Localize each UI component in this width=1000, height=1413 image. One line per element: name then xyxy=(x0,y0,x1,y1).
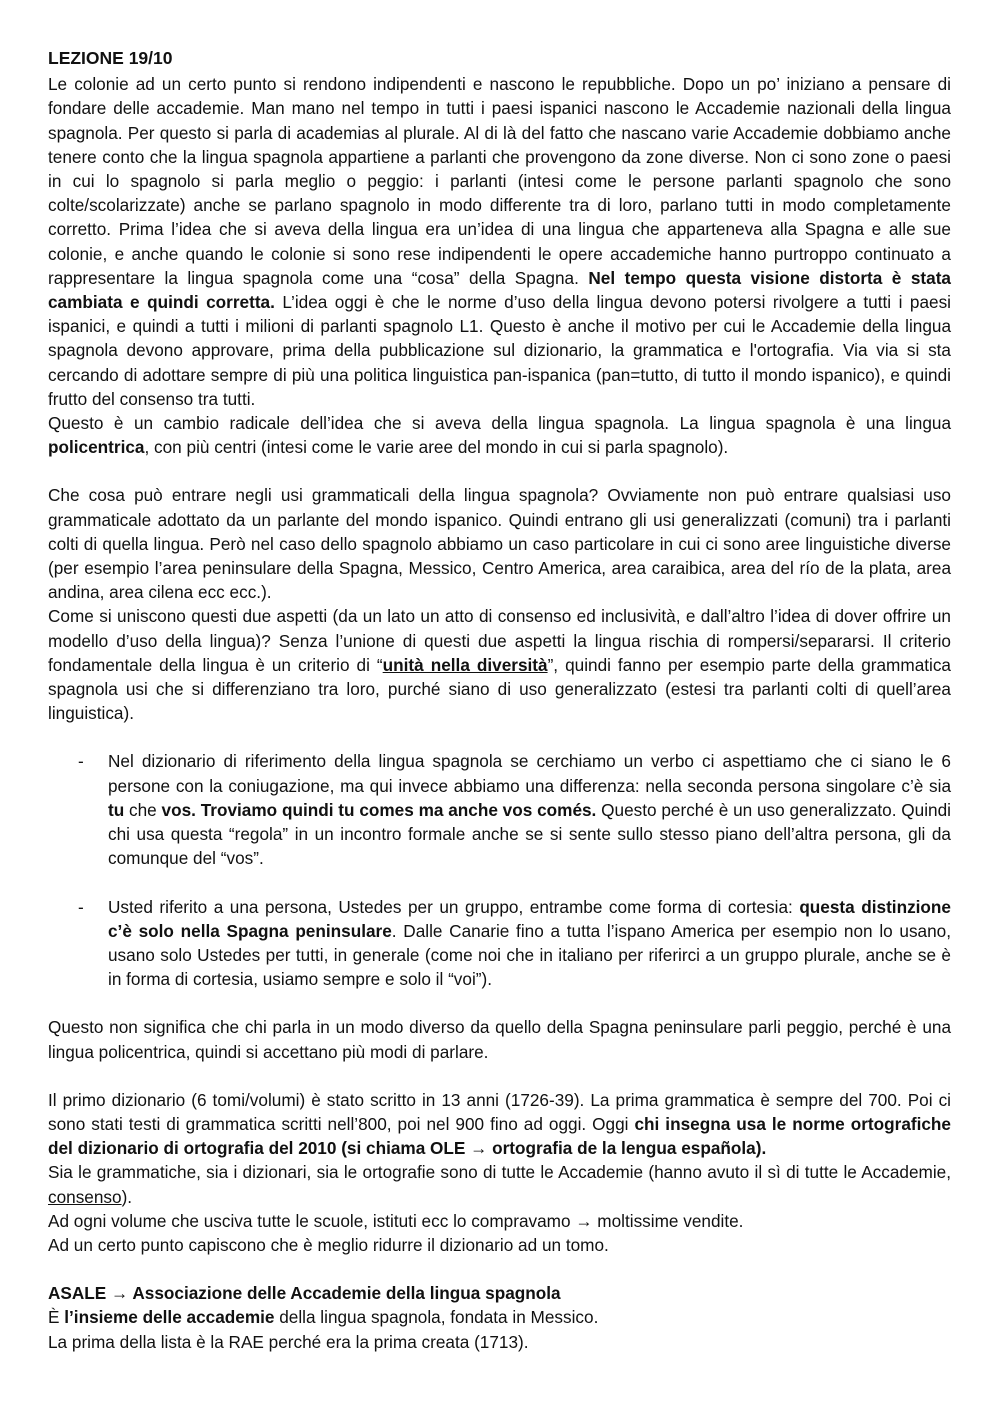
spacer xyxy=(48,991,951,1015)
underlined-text: consenso xyxy=(48,1186,122,1207)
bold-text: tu xyxy=(108,799,125,820)
paragraph-vendite: Ad ogni volume che usciva tutte le scuole, istituti ecc lo compravamo → moltissime vendite. xyxy=(48,1210,744,1231)
asale-heading xyxy=(48,1281,951,1305)
text-run: che xyxy=(124,799,162,820)
spacer xyxy=(48,725,951,749)
paragraph-accademie-consenso xyxy=(48,1160,951,1208)
spacer xyxy=(48,1257,951,1281)
spacer xyxy=(48,459,951,483)
text-run: Questo è un cambio radicale dell’idea che si aveva della lingua spagnola. La lingua spagnola è una lingua xyxy=(48,413,951,434)
text-run: Nel dizionario di riferimento della lingua spagnola se cerchiamo un verbo ci aspettiamo che ci siano le 6 persone con la coniugazione, ma qui invece abbiamo una differenza: nella seconda persona singolare c’è sia xyxy=(108,751,951,796)
bold-underlined-text: unità nella diversità xyxy=(382,654,548,675)
text-run: ”, quindi fanno per esempio parte della grammatica spagnola usi che si differenziano tra loro, purché siano di uso generalizzato (estesi tra parlanti colti di quell’area linguistica). xyxy=(48,654,951,724)
paragraph-cambio-radicale xyxy=(48,411,951,459)
text-run: , con più centri (intesi come le varie aree del mondo in cui si parla spagnolo). xyxy=(144,437,729,458)
text-run: L’idea oggi è che le norme d’uso della lingua devono potersi rivolgere a tutti i paesi ispanici, e quindi a tutti i milioni di parlanti spagnolo L1. Questo è anche il motivo per cui le Accademie della lingua spagnola devono approvare, prima della pubblicazione sul dizionario, la grammatica e l'ortografia. Via via si sta cercando di adottare sempre di più una politica linguistica pan-ispanica (pan=tutto, di tutto il mondo ispanico), e quindi frutto del consenso tra tutti. xyxy=(48,292,951,409)
paragraph-un-tomo: Ad un certo punto capiscono che è meglio ridurre il dizionario ad un tomo. xyxy=(48,1234,609,1255)
text-run: . Dalle Canarie fino a tutta l’ispano America per esempio non lo usano, usano solo Ustedes per tutti, in generale (come noi che in italiano per riferirci a un gruppo plurale, anche se è in forma di cortesia, usiamo sempre e solo il “voi”). xyxy=(108,920,952,990)
text-run: della lingua spagnola, fondata in Messico. xyxy=(274,1307,599,1328)
bold-text: questa distinzione c’è solo nella Spagna peninsulare xyxy=(108,896,951,941)
paragraph-colonie xyxy=(48,72,951,411)
text-run: Che cosa può entrare negli usi grammaticali della lingua spagnola? Ovviamente non può entrare qualsiasi uso grammaticale adottato da un parlante del mondo ispanico. Quindi entrano gli usi generalizzati (comuni) tra i parlanti colti di quella lingua. Però nel caso dello spagnolo abbiamo un caso particolare in cui ci sono aree linguistiche diverse (per esempio l’area peninsulare della Spagna, Messico, Centro America, area caraibica, area del río de la plata, area andina, area cilena ecc ecc.). xyxy=(48,485,951,603)
list-item-vos xyxy=(48,749,951,870)
bold-text: chi insegna usa le norme ortografiche del dizionario di ortografia del 2010 (si chiama OLE → ortografia de la lengua española). xyxy=(48,1113,951,1159)
text-run: Questo perché è un uso generalizzato. Quindi chi usa questa “regola” in un incontro formale anche se si sente sullo stesso piano dell’altra persona, gli da comunque del “vos”. xyxy=(108,799,951,869)
dash-bullet: - xyxy=(78,896,84,917)
text-run: Il primo dizionario (6 tomi/volumi) è stato scritto in 13 anni (1726-39). La prima grammatica è sempre del 700. Poi ci sono stati testi di grammatica scritti nell’800, poi nel 900 fino ad oggi. Oggi xyxy=(48,1089,951,1134)
paragraph-policentrica: Questo non significa che chi parla in un modo diverso da quello della Spagna peninsulare parli peggio, perché è una lingua policentrica, quindi si accettano più modi di parlare. xyxy=(48,1017,951,1062)
document-page xyxy=(48,46,951,1354)
text-run: Usted riferito a una persona, Ustedes per un gruppo, entrambe come forma di cortesia: xyxy=(108,896,800,917)
bold-text: ASALE → Associazione delle Accademie della lingua spagnola xyxy=(48,1283,561,1304)
bold-text: vos. Troviamo quindi tu comes ma anche vos comés. xyxy=(161,799,597,820)
text-run: ). xyxy=(121,1186,133,1207)
lesson-title: LEZIONE 19/10 xyxy=(48,48,173,68)
paragraph-unita-diversita xyxy=(48,604,951,725)
text-run: Le colonie ad un certo punto si rendono indipendenti e nascono le repubbliche. Dopo un po’ iniziano a pensare di fondare delle accademie. Man mano nel tempo in tutti i paesi ispanici nascono le Accademie nazionali della lingua spagnola. Per questo si parla di academias al plurale. Al di là del fatto che nascano varie Accademie dobbiamo anche tenere conto che la lingua spagnola appartiene a parlanti che provengono da zone diverse. Non ci sono zone o paesi in cui lo spagnolo si parla meglio o peggio: i parlanti (intesi come le persone parlanti spagnolo che sono colte/scolarizzate) anche se parlano spagnolo in modo differente tra di loro, parlano tutti in modo completamente corretto. Prima l’idea che si aveva della lingua era un’idea di una lingua che apparteneva alla Spagna e alle sue colonie, e anche quando le colonie si sono rese indipendenti le opere accademiche hanno purtroppo continuato a rappresentare la lingua spagnola come una “cosa” della Spagna. xyxy=(48,74,951,288)
bold-text: Nel tempo questa visione distorta è stata cambiata e quindi corretta. xyxy=(48,267,951,313)
bold-text: policentrica xyxy=(48,437,145,458)
paragraph-rae: La prima della lista è la RAE perché era la prima creata (1713). xyxy=(48,1331,529,1352)
paragraph-primo-dizionario xyxy=(48,1088,951,1161)
dash-bullet: - xyxy=(78,751,84,772)
spacer xyxy=(48,1064,951,1088)
text-run: Come si uniscono questi due aspetti (da un lato un atto di consenso ed inclusività, e dall’altro l’idea di dover offrire un modello d’uso della lingua)? Senza l’unione di questi due aspetti la lingua rischia di rompersi/separarsi. Il criterio fondamentale della lingua è un criterio di “ xyxy=(48,606,951,675)
bullet-list xyxy=(48,749,951,991)
list-item-usted xyxy=(48,895,951,992)
bold-text: l’insieme delle accademie xyxy=(64,1307,275,1328)
paragraph-insieme-accademie xyxy=(48,1305,951,1329)
text-run: È xyxy=(48,1307,65,1328)
paragraph-usi-grammaticali xyxy=(48,483,951,604)
text-run: Sia le grammatiche, sia i dizionari, sia le ortografie sono di tutte le Accademie (hanno avuto il sì di tutte le Accademie, xyxy=(48,1162,951,1183)
